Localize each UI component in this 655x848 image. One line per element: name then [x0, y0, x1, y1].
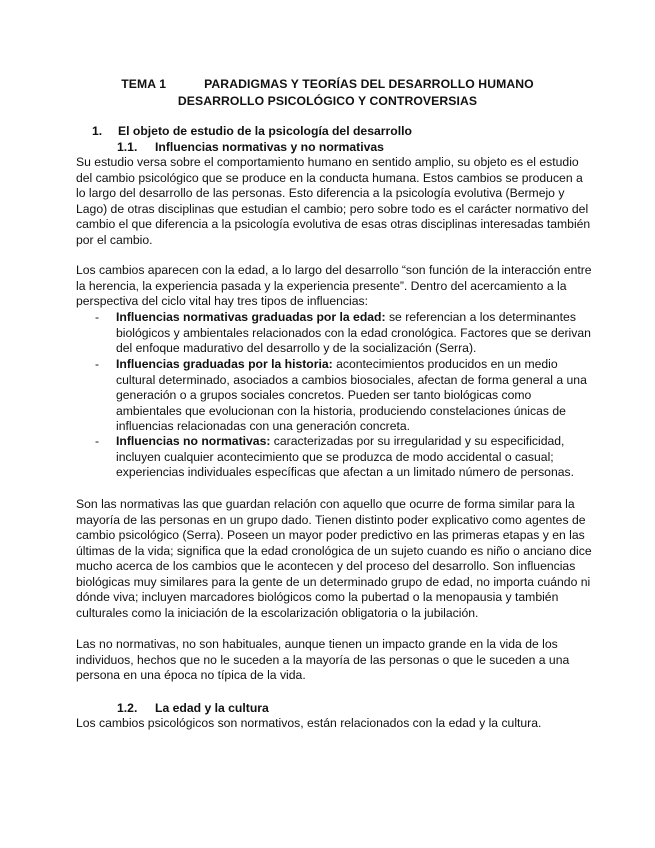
document-title-line-1: [0, 77, 655, 91]
text-line: culturales como la iniciación de la escolarización obligatoria o la jubilación.: [76, 605, 479, 620]
text-line: ambientales que evolucionan con la historia, produciendo constelaciones únicas de: [116, 403, 566, 418]
bullet-dash: -: [95, 310, 100, 324]
text-line: generación o a grupos sociales concretos. Pueden ser tanto biológicas como: [116, 388, 532, 402]
text-line: por el cambio.: [76, 232, 153, 247]
section-number: 1.: [92, 124, 103, 138]
bullet-text: se referencian a los determinantes: [385, 310, 576, 324]
text-line: mayoría de las personas en un grupo dado. Tienen distinto poder explicativo como agentes de: [76, 512, 586, 527]
subsection-number: 1.2.: [117, 701, 138, 715]
paragraph-4: [76, 637, 586, 684]
paragraph-1: [76, 155, 591, 248]
text-line: biológicas muy similares para la gente de un determinado grupo de edad, no importa cuándo ni: [76, 574, 591, 589]
text-line: cambio psicológico (Serra). Poseen un mayor poder predictivo en las primeras etapas y en las: [76, 528, 585, 542]
paragraph-5: [76, 716, 586, 732]
text-line: Las no normativas, no son habituales, aunque tienen un impacto grande en la vida de los: [76, 637, 558, 651]
paragraph-3: [76, 497, 592, 621]
bullet-text: caracterizadas por su irregularidad y su especificidad,: [270, 434, 565, 448]
section-title: El objeto de estudio de la psicología del desarrollo: [118, 124, 412, 138]
text-line: Los cambios aparecen con la edad, a lo largo del desarrollo “son función de la interacción entre: [76, 263, 592, 277]
text-line: la herencia, la experiencia pasada y la experiencia presente”. Dentro del acercamiento a la: [76, 278, 567, 293]
text-line: Son las normativas las que guardan relación con aquello que ocurre de forma similar para la: [76, 497, 575, 511]
text-line: cambio el que diferencia a la psicología evolutiva de esas otras disciplinas interesadas también: [76, 217, 591, 231]
bullet-dash: -: [95, 357, 100, 371]
bullet-dash: -: [95, 434, 100, 448]
topic-number: TEMA 1: [121, 77, 167, 91]
text-line: biológicos y ambientales relacionados con la edad cronológica. Factores que se derivan: [116, 325, 591, 340]
bullet-term: Influencias no normativas:: [116, 434, 271, 448]
bullet-term: Influencias graduadas por la historia:: [116, 357, 333, 371]
bullet-text: acontecimientos producidos en un medio: [332, 357, 558, 371]
text-line: lo largo del desarrollo de las personas. Esto diferencia a la psicología evolutiva (Bermejo y: [76, 186, 565, 200]
text-line: experiencias individuales específicas que afectan a un limitado número de personas.: [116, 465, 574, 479]
topic-title: PARADIGMAS Y TEORÍAS DEL DESARROLLO HUMANO: [204, 77, 534, 91]
text-line: mucho acerca de los cambios que le acontecen y del proceso del desarrollo. Son influencias: [76, 559, 576, 573]
text-line: del enfoque madurativo del desarrollo y de la socialización (Serra).: [116, 341, 477, 355]
text-line: Su estudio versa sobre el comportamiento humano en sentido amplio, su objeto es el estudio: [76, 155, 579, 169]
subsection-number: 1.1.: [117, 140, 138, 154]
text-line: perspectiva del ciclo vital hay tres tipos de influencias:: [76, 294, 368, 308]
text-line: individuos, hechos que no le suceden a la mayoría de las personas o que le suceden a una: [76, 652, 570, 667]
text-line: Los cambios psicológicos son normativos, están relacionados con la edad y la cultura.: [76, 716, 542, 730]
section-heading-1: [92, 124, 412, 138]
text-line: dónde viva; incluyen marcadores biológicos como la pubertad o la menopausia y también: [76, 590, 559, 604]
subsection-heading-1-2: [117, 701, 269, 715]
text-line: cultural determinado, asociados a cambios biosociales, afectan de forma general a una: [116, 372, 587, 387]
subsection-heading-1-1: [117, 140, 384, 154]
text-line: Lago) de otras disciplinas que estudian el cambio; pero sobre todo es el carácter normativo del: [76, 201, 589, 216]
document-subtitle: DESARROLLO PSICOLÓGICO Y CONTROVERSIAS: [177, 94, 478, 108]
text-line: influencias relacionadas con una generación concreta.: [116, 419, 411, 433]
text-line: últimas de la vida; significa que la edad cronológica de un sujeto cuando es niño o anciano dice: [76, 543, 592, 558]
paragraph-2: [76, 263, 592, 310]
bullet-term: Influencias normativas graduadas por la edad:: [116, 310, 386, 324]
subsection-title: La edad y la cultura: [155, 701, 269, 715]
subsection-title: Influencias normativas y no normativas: [155, 140, 384, 154]
text-line: persona en una época no típica de la vida.: [76, 668, 306, 682]
text-line: del cambio psicológico que se produce en la conducta humana. Estos cambios se producen a: [76, 170, 583, 185]
text-line: incluyen cualquier acontecimiento que se produzca de modo accidental o casual;: [116, 449, 554, 464]
